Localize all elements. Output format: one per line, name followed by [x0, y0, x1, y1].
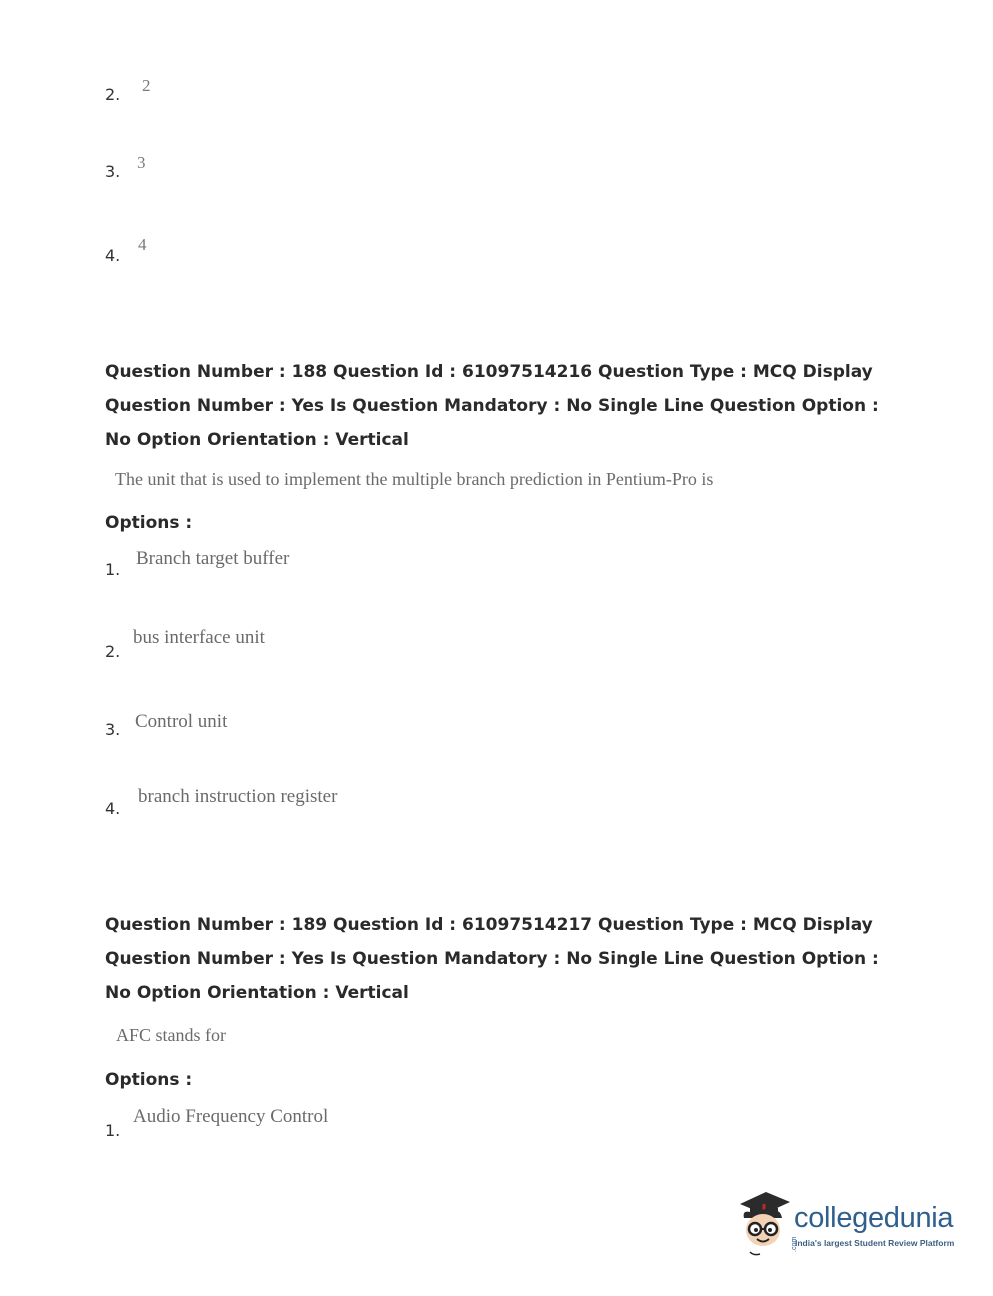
q188-option-2-number: 2. [105, 642, 121, 661]
q188-option-4-text: branch instruction register [138, 786, 338, 807]
q189-options-label: Options : [105, 1070, 193, 1090]
q188-question-text: The unit that is used to implement the multiple branch prediction in Pentium-Pro is [115, 469, 714, 489]
logo-wordmark: collegedunia [794, 1202, 954, 1234]
logo-tagline: India's largest Student Review Platform [795, 1238, 955, 1248]
collegedunia-logo [736, 1188, 966, 1260]
q188-option-1-number: 1. [105, 560, 121, 579]
q189-question-text: AFC stands for [116, 1025, 227, 1045]
q188-options-label: Options : [105, 513, 193, 533]
q188-option-3-number: 3. [105, 720, 121, 739]
q188-meta: Question Number : 188 Question Id : 61097514216 Question Type : MCQ Display Question Number : Yes Is Question Mandatory : No Single Line Question Option : No Option Orientation : Vertical [105, 362, 879, 450]
q189-option-1-text: Audio Frequency Control [133, 1106, 329, 1127]
prev-option-4-number: 4. [105, 246, 121, 265]
prev-option-2-text: 2 [142, 76, 151, 95]
q188-option-4-number: 4. [105, 799, 121, 818]
prev-option-3-text: 3 [137, 153, 146, 172]
q188-option-2-text: bus interface unit [133, 627, 265, 648]
prev-option-2-number: 2. [105, 85, 121, 104]
prev-option-3-number: 3. [105, 162, 121, 181]
logo-com-suffix: .com [791, 1236, 798, 1252]
prev-option-4-text: 4 [138, 235, 147, 254]
q189-option-1-number: 1. [105, 1121, 121, 1140]
q188-option-3-text: Control unit [135, 711, 228, 732]
q188-option-1-text: Branch target buffer [136, 548, 290, 569]
mascot-icon [736, 1188, 792, 1258]
q189-meta: Question Number : 189 Question Id : 61097514217 Question Type : MCQ Display Question Number : Yes Is Question Mandatory : No Single Line Question Option : No Option Orientation : Vertical [105, 915, 879, 1003]
